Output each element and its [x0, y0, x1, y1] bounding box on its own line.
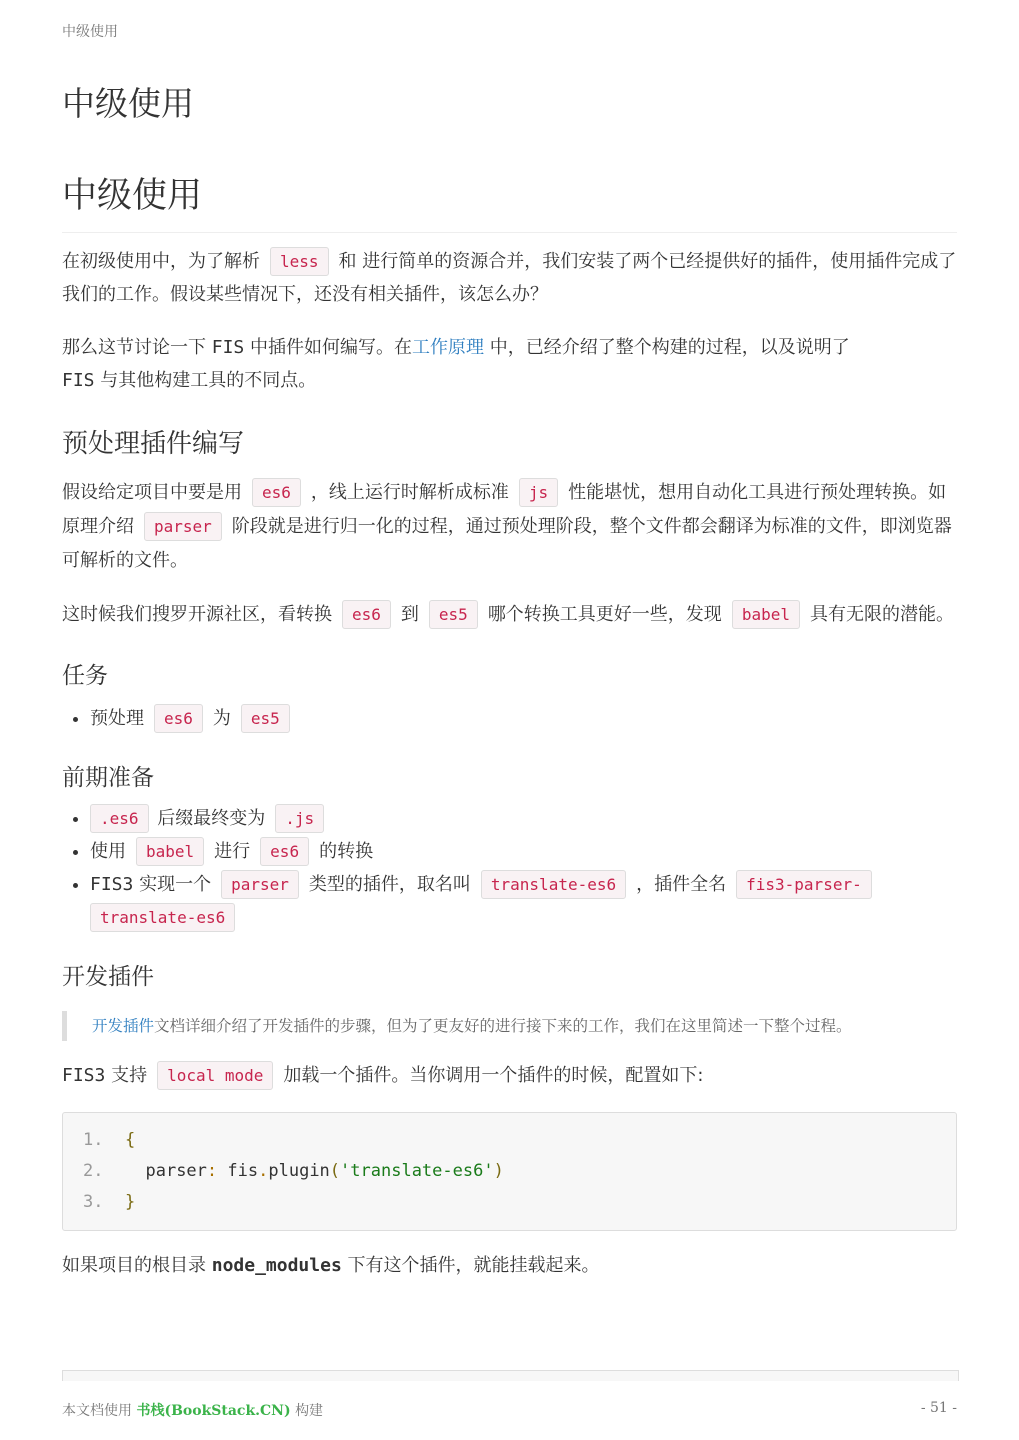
page-number: - 51 - [920, 1400, 957, 1416]
inline-code: babel [136, 837, 204, 866]
list-item: • 使用 babel 进行 es6 的转换 [90, 835, 957, 868]
inline-code: .es6 [90, 804, 149, 833]
code-block-continued [62, 1370, 959, 1381]
inline-code: translate-es6 [90, 903, 235, 932]
link-working-principle[interactable]: 工作原理 [411, 337, 484, 358]
page-heading: 中级使用 [62, 168, 957, 233]
section-title-preprocess: 预处理插件编写 [62, 429, 245, 459]
inline-code: es6 [260, 837, 309, 866]
dev-paragraph-2: 如果项目的根目录 node_modules 下有这个插件，就能挂载起来。 [62, 1255, 600, 1276]
inline-code: babel [732, 600, 800, 629]
code-line: 1. { [83, 1130, 136, 1150]
inline-code: es6 [342, 600, 391, 629]
list-item: • 预处理 es6 为 es5 [90, 702, 957, 735]
preprocess-paragraph-1: 假设给定项目中要是用 es6 ，线上运行时解析成标准 js 性能堪忧，想用自动化工具进行预处理转换。如原理介绍 parser 阶段就是进行归一化的过程，通过预处理阶段，整个文件都会翻译为标准的文件，即浏览器可解析的文件。 [62, 476, 957, 578]
inline-code: es5 [241, 704, 290, 733]
code-line: 2. parser: fis.plugin('translate-es6') [83, 1161, 504, 1181]
intro-paragraph-2: 那么这节讨论一下 FIS 中插件如何编写。在工作原理 中，已经介绍了整个构建的过程，以及说明了 FIS 与其他构建工具的不同点。 [62, 337, 850, 391]
inline-code: es6 [154, 704, 203, 733]
running-header: 中级使用 [62, 24, 118, 40]
link-dev-plugin[interactable]: 开发插件 [92, 1017, 155, 1035]
inline-code: translate-es6 [481, 870, 626, 899]
prep-list [62, 802, 957, 934]
section-title-prep: 前期准备 [62, 765, 154, 791]
section-title-dev: 开发插件 [62, 964, 154, 990]
inline-code: less [270, 247, 329, 276]
chapter-title: 中级使用 [62, 84, 194, 123]
inline-code: parser [221, 870, 299, 899]
inline-code: es5 [429, 600, 478, 629]
bookstack-link[interactable]: 书栈(BookStack.CN) [136, 1403, 291, 1419]
task-list [62, 702, 957, 735]
note-quote: 开发插件文档详细介绍了开发插件的步骤，但为了更友好的进行接下来的工作，我们在这里简述一下整个过程。 [62, 1011, 957, 1041]
inline-code: js [519, 478, 558, 507]
code-block [62, 1112, 957, 1231]
inline-code: local mode [157, 1061, 273, 1090]
preprocess-paragraph-2: 这时候我们搜罗开源社区，看转换 es6 到 es5 哪个转换工具更好一些，发现 babel 具有无限的潜能。 [62, 598, 957, 631]
section-title-task: 任务 [62, 663, 108, 689]
intro-paragraph-1: 在初级使用中，为了解析 less 和 进行简单的资源合并，我们安装了两个已经提供好的插件，使用插件完成了我们的工作。假设某些情况下，还没有相关插件，该怎么办？ [62, 245, 957, 311]
dev-paragraph-1: FIS3 支持 local mode 加载一个插件。当你调用一个插件的时候，配置如下: [62, 1059, 957, 1092]
page-content [62, 168, 957, 1282]
page-footer: 本文档使用 书栈(BookStack.CN) 构建 - 51 - [62, 1400, 957, 1419]
inline-code: es6 [252, 478, 301, 507]
inline-code: .js [275, 804, 324, 833]
code-line: 3. } [83, 1192, 136, 1212]
inline-code: fis3-parser- [736, 870, 872, 899]
list-item: • FIS3 实现一个 parser 类型的插件，取名叫 translate-es6 ，插件全名 fis3-parser- translate-es6 [90, 868, 957, 934]
inline-code: parser [144, 512, 222, 541]
list-item: • .es6 后缀最终变为 .js [90, 802, 957, 835]
